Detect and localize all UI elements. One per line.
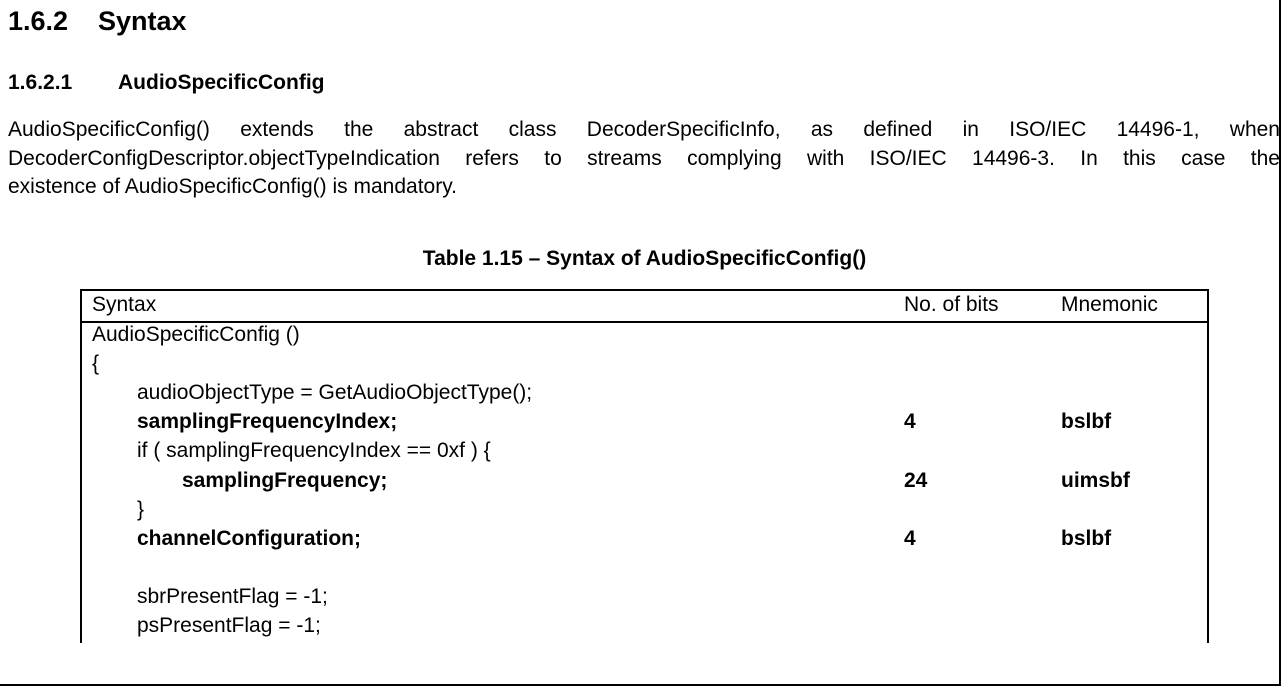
syntax-cell: AudioSpecificConfig () <box>92 323 300 346</box>
paragraph-line: existence of AudioSpecificConfig() is mandatory. <box>8 175 457 198</box>
syntax-cell: audioObjectType = GetAudioObjectType(); <box>137 381 533 404</box>
table-row <box>82 469 1207 498</box>
table-row <box>82 614 1207 643</box>
section-number: 1.6.2 <box>8 6 69 36</box>
paragraph-line: DecoderConfigDescriptor.objectTypeIndication refers to streams complying with ISO/IEC 14496-3. In this case the <box>8 146 1280 170</box>
subsection-heading <box>8 71 325 95</box>
table-row <box>82 527 1207 556</box>
table-row <box>82 410 1207 439</box>
syntax-cell: channelConfiguration; <box>137 527 361 550</box>
table-row <box>82 585 1207 614</box>
table-row <box>82 498 1207 527</box>
section-title: Syntax <box>98 6 187 36</box>
header-syntax: Syntax <box>92 293 157 316</box>
bits-cell: 4 <box>904 527 916 550</box>
header-mnemonic: Mnemonic <box>1061 293 1158 316</box>
body-paragraph <box>8 116 1280 202</box>
bits-cell: 4 <box>904 410 916 433</box>
header-bits: No. of bits <box>904 293 999 316</box>
syntax-cell: samplingFrequency; <box>182 469 388 492</box>
syntax-cell: sbrPresentFlag = -1; <box>137 585 328 608</box>
syntax-table <box>80 289 1209 643</box>
table-row <box>82 352 1207 381</box>
syntax-cell: if ( samplingFrequencyIndex == 0xf ) { <box>137 439 491 462</box>
syntax-cell: psPresentFlag = -1; <box>137 614 321 637</box>
mnemonic-cell: bslbf <box>1061 527 1112 550</box>
table-row <box>82 439 1207 468</box>
syntax-cell: samplingFrequencyIndex; <box>137 410 398 433</box>
mnemonic-cell: uimsbf <box>1061 469 1130 492</box>
table-caption: Table 1.15 – Syntax of AudioSpecificConfig() <box>422 247 867 270</box>
bits-cell: 24 <box>904 469 928 492</box>
table-header-row <box>82 291 1207 323</box>
table-row <box>82 381 1207 410</box>
syntax-cell: { <box>92 352 100 375</box>
subsection-title: AudioSpecificConfig <box>118 71 325 94</box>
table-row <box>82 323 1207 352</box>
section-heading <box>8 6 187 37</box>
subsection-number: 1.6.2.1 <box>8 71 73 94</box>
mnemonic-cell: bslbf <box>1061 410 1112 433</box>
syntax-cell: } <box>137 498 145 521</box>
paragraph-line: AudioSpecificConfig() extends the abstract class DecoderSpecificInfo, as defined in ISO/IEC 14496-1, when <box>8 118 1280 141</box>
